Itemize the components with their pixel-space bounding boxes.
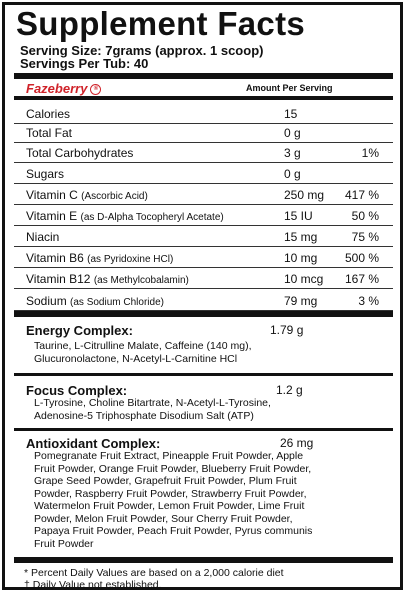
- nutrient-name: [26, 294, 164, 308]
- nutrient-label: Vitamin C: [26, 188, 78, 202]
- nutrient-amount: 10 mg: [284, 251, 318, 265]
- nutrient-amount: 0 g: [284, 167, 301, 181]
- ingredient-line: Adenosine-5 Triphosphate Disodium Salt (ATP): [34, 409, 254, 422]
- ingredient-line: Grape Seed Powder, Grapefruit Fruit Powder, Plum Fruit: [34, 475, 297, 487]
- serving-size: Serving Size: 7grams (approx. 1 scoop): [20, 43, 264, 58]
- complex-ingredients: [34, 450, 334, 550]
- ingredient-line: Taurine, L-Citrulline Malate, Caffeine (140 mg),: [34, 340, 252, 352]
- ingredient-line: Powder, Raspberry Fruit Powder, Strawberry Fruit Powder,: [34, 487, 307, 500]
- nutrient-row: [14, 225, 393, 247]
- nutrient-daily-value: 500 %: [344, 251, 379, 265]
- nutrient-amount: 79 mg: [284, 294, 318, 308]
- complex-amount: 26 mg: [280, 436, 314, 450]
- nutrient-row: [14, 289, 393, 311]
- complex-title: Focus Complex:: [26, 383, 128, 398]
- ingredient-line: Fruit Powder: [34, 537, 94, 550]
- nutrient-row: [14, 246, 393, 268]
- nutrient-label: Vitamin E: [26, 209, 78, 223]
- ingredient-line: Watermelon Fruit Powder, Lemon Fruit Powder, Lime Fruit: [34, 500, 305, 512]
- thick-divider: [14, 311, 393, 317]
- divider: [14, 428, 393, 431]
- nutrient-label: Sodium: [26, 294, 67, 308]
- nutrient-amount: 15 IU: [284, 209, 313, 223]
- nutrient-row: [14, 267, 393, 289]
- nutrient-amount: 3 g: [284, 146, 301, 160]
- nutrient-name: [26, 146, 133, 160]
- ingredient-line: L-Tyrosine, Choline Bitartrate, N-Acetyl-L-Tyrosine,: [34, 397, 271, 409]
- nutrient-name: [26, 209, 224, 223]
- focus-complex: [26, 383, 127, 398]
- antioxidant-complex: [26, 436, 160, 451]
- servings-per-tub: Servings Per Tub: 40: [20, 56, 149, 71]
- nutrient-row: [14, 204, 393, 226]
- nutrient-row: [14, 141, 393, 163]
- ingredient-line: Powder, Melon Fruit Powder, Sour Cherry Fruit Powder,: [34, 512, 293, 525]
- nutrient-label: Vitamin B12: [26, 272, 91, 286]
- nutrient-label: Total Fat: [26, 126, 73, 140]
- nutrient-daily-value: 50 %: [351, 209, 379, 223]
- nutrient-daily-value: 3 %: [358, 294, 379, 308]
- ingredient-line: Glucuronolactone, N-Acetyl-L-Carnitine HCl: [34, 352, 238, 365]
- energy-complex: [26, 323, 133, 338]
- nutrient-name: [26, 230, 59, 244]
- complex-ingredients: [34, 340, 334, 365]
- nutrient-name: [26, 126, 72, 140]
- nutrient-label: Vitamin B6: [26, 251, 84, 265]
- nutrient-amount: 15 mg: [284, 230, 318, 244]
- amount-per-serving-header: Amount Per Serving: [246, 83, 333, 93]
- nutrient-amount: 0 g: [284, 126, 301, 140]
- registered-mark-icon: ®: [90, 84, 101, 95]
- nutrient-daily-value: 167 %: [344, 272, 379, 286]
- complex-ingredients: [34, 397, 334, 422]
- label-title: Supplement Facts: [16, 5, 306, 42]
- thick-divider: [14, 96, 393, 100]
- footnote-daily-value: * Percent Daily Values are based on a 2,000 calorie diet: [24, 567, 284, 579]
- nutrient-daily-value: 75 %: [351, 230, 379, 244]
- nutrient-amount: 250 mg: [284, 188, 325, 202]
- nutrient-label: Sugars: [26, 167, 65, 181]
- footnote-not-established: † Daily Value not established.: [24, 579, 162, 591]
- nutrient-amount: 10 mcg: [284, 272, 324, 286]
- nutrient-label: Calories: [26, 107, 71, 121]
- nutrient-source-note: (Ascorbic Acid): [81, 191, 148, 202]
- complex-title: Energy Complex:: [26, 323, 133, 338]
- thick-divider: [14, 557, 393, 563]
- brand-logo: [26, 81, 101, 96]
- nutrient-name: [26, 272, 189, 286]
- nutrient-row: [14, 183, 393, 205]
- brand-name: Fazeberry: [26, 81, 88, 96]
- nutrient-row: [14, 121, 393, 143]
- ingredient-line: Fruit Powder, Orange Fruit Powder, Blueberry Fruit Powder,: [34, 462, 312, 475]
- thick-divider: [14, 73, 393, 79]
- nutrient-name: [26, 107, 70, 121]
- nutrient-name: [26, 167, 64, 181]
- nutrient-row: [14, 162, 393, 184]
- nutrient-source-note: (as Pyridoxine HCl): [87, 254, 174, 265]
- nutrient-daily-value: 417 %: [344, 188, 379, 202]
- nutrient-name: [26, 251, 173, 265]
- nutrient-source-note: (as D-Alpha Tocopheryl Acetate): [80, 212, 224, 223]
- ingredient-line: Papaya Fruit Powder, Peach Fruit Powder, Pyrus communis: [34, 525, 313, 537]
- nutrient-daily-value: 1%: [361, 146, 379, 160]
- complex-title: Antioxidant Complex:: [26, 436, 161, 451]
- nutrient-label: Total Carbohydrates: [26, 146, 134, 160]
- complex-amount: 1.79 g: [270, 323, 304, 337]
- nutrient-amount: 15: [284, 107, 298, 121]
- divider: [14, 373, 393, 376]
- nutrient-source-note: (as Methylcobalamin): [93, 275, 189, 286]
- complex-amount: 1.2 g: [276, 383, 303, 397]
- ingredient-line: Pomegranate Fruit Extract, Pineapple Fruit Powder, Apple: [34, 450, 304, 462]
- nutrient-label: Niacin: [26, 230, 60, 244]
- nutrient-name: [26, 188, 148, 202]
- nutrient-source-note: (as Sodium Chloride): [70, 297, 164, 308]
